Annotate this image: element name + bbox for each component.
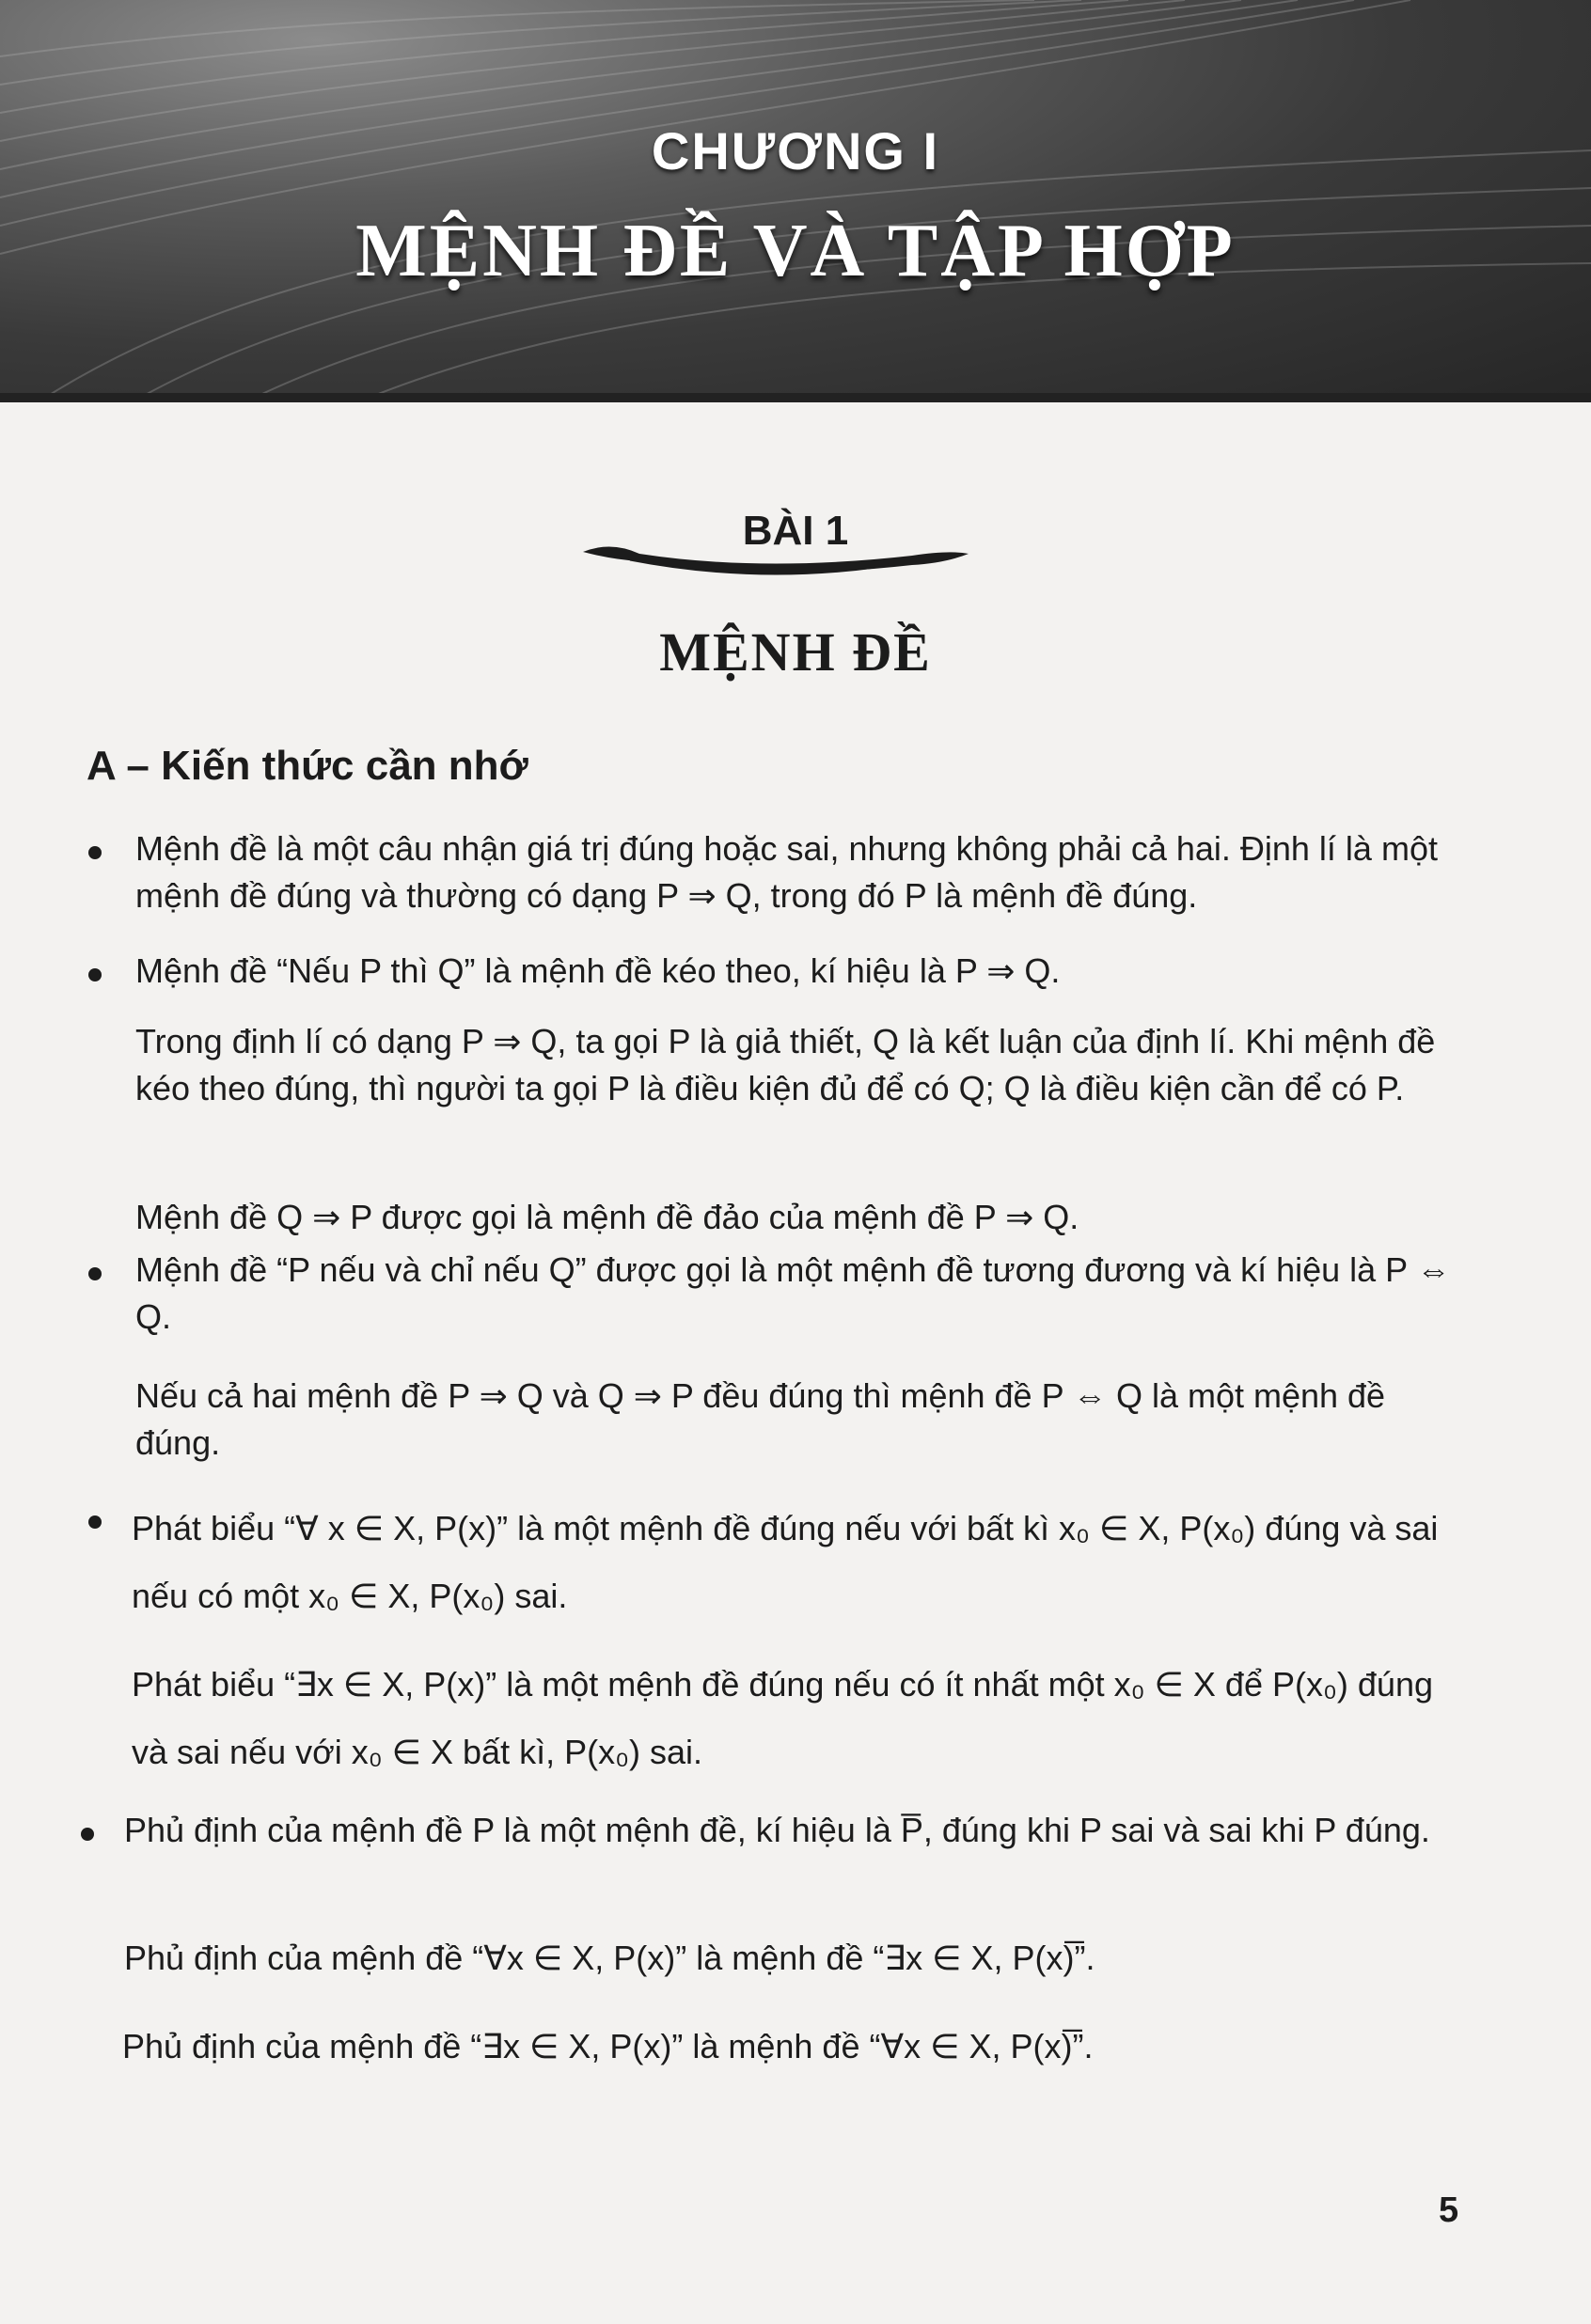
banner-bottom-edge — [0, 393, 1591, 402]
bullet-text: Phát biểu “∀ x ∈ X, P(x)” là một mệnh đề đúng nếu với bất kì x₀ ∈ X, P(x₀) đúng và sai nếu có một x₀ ∈ X, P(x₀) sai. — [132, 1509, 1439, 1615]
bullet-text: Mệnh đề là một câu nhận giá trị đúng hoặc sai, nhưng không phải cả hai. Định lí là một mệnh đề đúng và thường có dạng P ⇒ Q, trong đó P là mệnh đề đúng. — [135, 829, 1438, 915]
chapter-banner — [0, 0, 1591, 402]
bullet-icon — [81, 1828, 94, 1841]
paragraph-text: Phát biểu “∃x ∈ X, P(x)” là một mệnh đề đúng nếu có ít nhất một x₀ ∈ X để P(x₀) đúng và sai nếu với x₀ ∈ X bất kì, P(x₀) sai. — [132, 1665, 1433, 1771]
chapter-title: MỆNH ĐỀ VÀ TẬP HỢP — [355, 210, 1236, 292]
page-number: 5 — [1439, 2191, 1459, 2230]
paragraph-text: Phủ định của mệnh đề “∀x ∈ X, P(x)” là mệnh đề “∃x ∈ X, P(x)̅”. — [124, 1939, 1095, 1977]
bullet-icon — [88, 846, 102, 859]
bullet-icon — [88, 1515, 102, 1529]
lesson-title: MỆNH ĐỀ — [659, 621, 932, 683]
bullet-icon — [88, 1267, 102, 1280]
paragraph-text: Nếu cả hai mệnh đề P ⇒ Q và Q ⇒ P đều đúng thì mệnh đề P ⇔ Q là một mệnh đề đúng. — [135, 1376, 1386, 1462]
paragraph-text: Phủ định của mệnh đề “∃x ∈ X, P(x)” là mệnh đề “∀x ∈ X, P(x)̅”. — [122, 2027, 1094, 2065]
bullet-text: Mệnh đề “P nếu và chỉ nếu Q” được gọi là một mệnh đề tương đương và kí hiệu là P ⇔ Q. — [135, 1250, 1451, 1336]
section-heading: A – Kiến thức cần nhớ — [87, 743, 528, 789]
banner-swirl-pattern — [0, 0, 1591, 402]
lesson-label: BÀI 1 — [742, 508, 849, 554]
bullet-text: Phủ định của mệnh đề P là một mệnh đề, kí hiệu là P̅, đúng khi P sai và sai khi P đúng. — [124, 1811, 1430, 1849]
paragraph-text: Trong định lí có dạng P ⇒ Q, ta gọi P là giả thiết, Q là kết luận của định lí. Khi mệnh đề kéo theo đúng, thì người ta gọi P là điều kiện đủ để có Q; Q là điều kiện cần để có P. — [135, 1022, 1436, 1107]
bullet-text: Mệnh đề “Nếu P thì Q” là mệnh đề kéo theo, kí hiệu là P ⇒ Q. — [135, 951, 1061, 990]
paragraph-text: Mệnh đề Q ⇒ P được gọi là mệnh đề đảo của mệnh đề P ⇒ Q. — [135, 1198, 1079, 1236]
chapter-label: CHƯƠNG I — [651, 121, 940, 181]
bullet-icon — [88, 968, 102, 981]
